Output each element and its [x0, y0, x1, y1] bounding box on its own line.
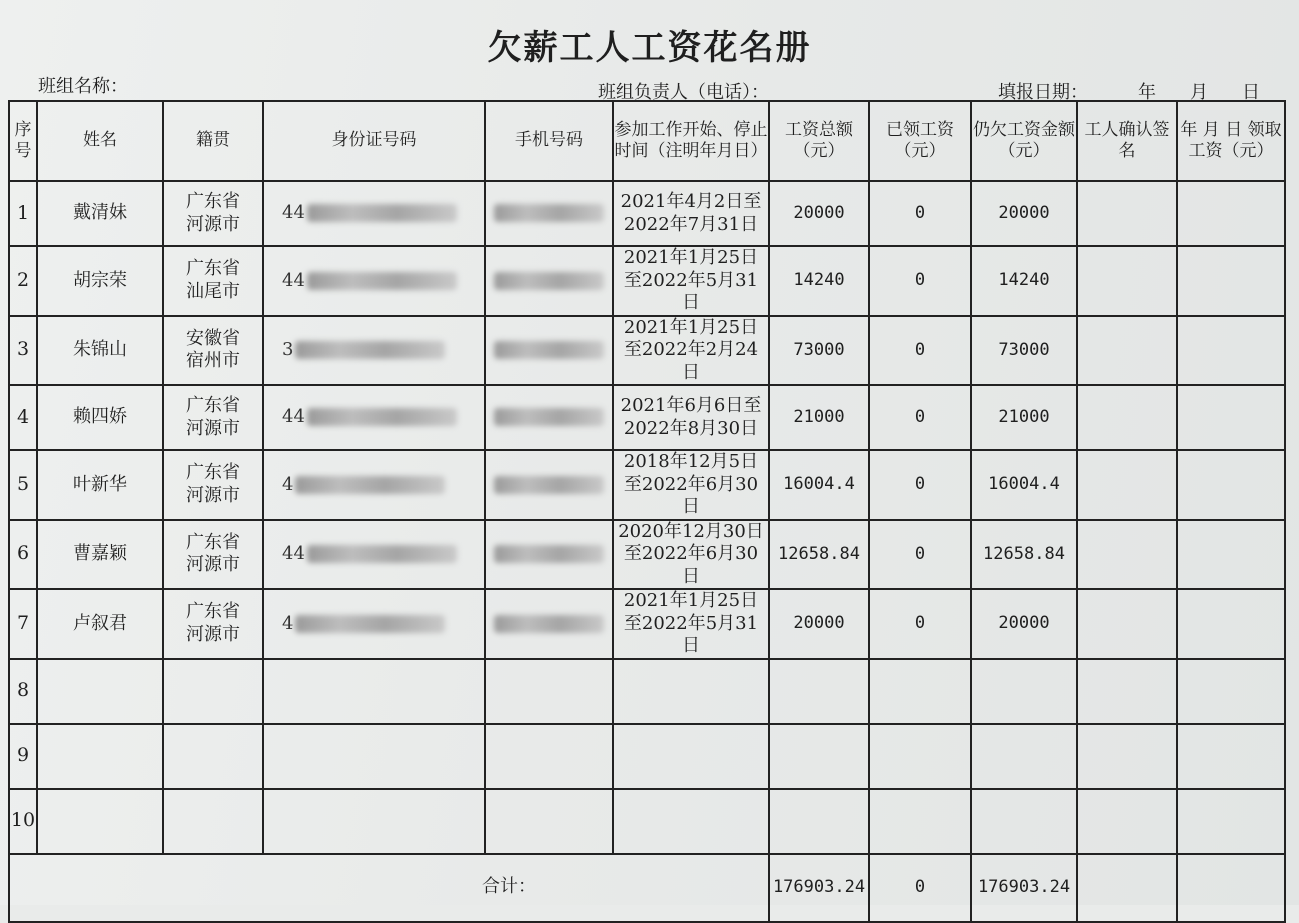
row-total — [769, 724, 869, 789]
col-origin: 籍贯 — [163, 101, 263, 181]
table-row — [9, 789, 1285, 854]
row-period: 2018年12月5日至2022年6月30日 — [613, 450, 769, 520]
row-id-number — [263, 659, 485, 724]
page-title: 欠薪工人工资花名册 — [487, 28, 812, 68]
row-origin — [163, 724, 263, 789]
fill-date-label: 填报日期： — [998, 82, 1088, 103]
row-receive-date — [1177, 659, 1285, 724]
table-row — [9, 246, 1285, 316]
row-received: 0 — [869, 246, 971, 316]
row-id-number — [263, 520, 485, 590]
redaction-blur — [494, 204, 604, 222]
row-received: 0 — [869, 450, 971, 520]
row-received: 0 — [869, 385, 971, 450]
redaction-blur — [494, 545, 604, 563]
row-total: 73000 — [769, 316, 869, 386]
row-phone — [485, 181, 613, 246]
row-total — [769, 789, 869, 854]
col-total: 工资总额（元） — [769, 101, 869, 181]
row-seq: 3 — [9, 316, 37, 386]
row-period — [613, 659, 769, 724]
row-name — [37, 659, 163, 724]
row-sign — [1077, 724, 1177, 789]
row-received: 0 — [869, 520, 971, 590]
row-total: 16004.4 — [769, 450, 869, 520]
row-seq: 8 — [9, 659, 37, 724]
totals-total: 176903.24 — [769, 854, 869, 922]
redaction-blur — [494, 476, 604, 494]
row-id-prefix: 44 — [282, 543, 305, 564]
totals-received: 0 — [869, 854, 971, 922]
table-row — [9, 589, 1285, 659]
row-origin — [163, 789, 263, 854]
row-phone — [485, 724, 613, 789]
redaction-blur — [494, 272, 604, 290]
row-sign — [1077, 385, 1177, 450]
row-phone — [485, 789, 613, 854]
row-received: 0 — [869, 181, 971, 246]
row-total: 12658.84 — [769, 520, 869, 590]
row-origin: 广东省河源市 — [163, 520, 263, 590]
row-name: 卢叙君 — [37, 589, 163, 659]
row-origin: 广东省河源市 — [163, 181, 263, 246]
year-label: 年 — [1138, 82, 1156, 103]
row-seq: 2 — [9, 246, 37, 316]
totals-label: 合计： — [9, 854, 769, 922]
row-id-number — [263, 724, 485, 789]
wage-table — [8, 100, 1286, 923]
row-owed: 20000 — [971, 589, 1077, 659]
row-sign — [1077, 316, 1177, 386]
col-owed: 仍欠工资金额（元） — [971, 101, 1077, 181]
row-received: 0 — [869, 316, 971, 386]
row-period — [613, 724, 769, 789]
row-seq: 6 — [9, 520, 37, 590]
row-seq: 5 — [9, 450, 37, 520]
row-period: 2021年1月25日至2022年2月24日 — [613, 316, 769, 386]
col-id: 身份证号码 — [263, 101, 485, 181]
col-sign: 工人确认签名 — [1077, 101, 1177, 181]
redaction-blur — [494, 341, 604, 359]
table-row — [9, 659, 1285, 724]
row-name — [37, 789, 163, 854]
row-total — [769, 659, 869, 724]
table-row — [9, 724, 1285, 789]
row-receive-date — [1177, 181, 1285, 246]
totals-sign — [1077, 854, 1177, 922]
row-period: 2021年6月6日至2022年8月30日 — [613, 385, 769, 450]
col-phone: 手机号码 — [485, 101, 613, 181]
row-receive-date — [1177, 450, 1285, 520]
totals-receive-date — [1177, 854, 1285, 922]
redaction-blur — [494, 615, 604, 633]
row-origin: 广东省河源市 — [163, 589, 263, 659]
row-id-number — [263, 385, 485, 450]
row-id-number — [263, 181, 485, 246]
row-received — [869, 659, 971, 724]
row-origin: 安徽省宿州市 — [163, 316, 263, 386]
row-owed: 73000 — [971, 316, 1077, 386]
col-receive-date: 年 月 日 领取工资（元） — [1177, 101, 1285, 181]
row-seq: 9 — [9, 724, 37, 789]
row-total: 14240 — [769, 246, 869, 316]
row-phone — [485, 385, 613, 450]
row-phone — [485, 316, 613, 386]
row-id-number — [263, 246, 485, 316]
row-name — [37, 724, 163, 789]
row-receive-date — [1177, 316, 1285, 386]
redaction-blur — [307, 204, 457, 222]
row-id-prefix: 44 — [282, 202, 305, 224]
table-row — [9, 385, 1285, 450]
row-seq: 4 — [9, 385, 37, 450]
row-name: 叶新华 — [37, 450, 163, 520]
row-sign — [1077, 520, 1177, 590]
row-phone — [485, 589, 613, 659]
col-received: 已领工资（元） — [869, 101, 971, 181]
row-name: 赖四娇 — [37, 385, 163, 450]
totals-owed: 176903.24 — [971, 854, 1077, 922]
redaction-blur — [295, 341, 445, 359]
col-period: 参加工作开始、停止时间（注明年月日） — [613, 101, 769, 181]
row-name: 曹嘉颖 — [37, 520, 163, 590]
table-row — [9, 520, 1285, 590]
row-seq: 10 — [9, 789, 37, 854]
row-id-number — [263, 589, 485, 659]
row-id-prefix: 4 — [282, 612, 294, 634]
row-phone — [485, 246, 613, 316]
row-id-prefix: 44 — [282, 406, 305, 428]
row-period — [613, 789, 769, 854]
row-origin: 广东省河源市 — [163, 450, 263, 520]
row-seq: 7 — [9, 589, 37, 659]
row-phone — [485, 520, 613, 590]
row-receive-date — [1177, 589, 1285, 659]
row-id-number — [263, 789, 485, 854]
row-origin: 广东省河源市 — [163, 385, 263, 450]
row-id-number — [263, 316, 485, 386]
row-period: 2021年1月25日至2022年5月31日 — [613, 589, 769, 659]
row-receive-date — [1177, 246, 1285, 316]
row-seq: 1 — [9, 181, 37, 246]
row-origin: 广东省汕尾市 — [163, 246, 263, 316]
redaction-blur — [295, 615, 445, 633]
col-seq: 序号 — [9, 101, 37, 181]
row-phone — [485, 450, 613, 520]
team-leader-label: 班组负责人（电话）： — [598, 82, 769, 103]
row-id-prefix: 4 — [282, 473, 294, 495]
row-sign — [1077, 659, 1177, 724]
row-period: 2021年4月2日至2022年7月31日 — [613, 181, 769, 246]
row-owed — [971, 789, 1077, 854]
row-total: 21000 — [769, 385, 869, 450]
redaction-blur — [494, 408, 604, 426]
row-sign — [1077, 246, 1177, 316]
row-receive-date — [1177, 385, 1285, 450]
redaction-blur — [295, 476, 445, 494]
row-owed: 14240 — [971, 246, 1077, 316]
row-total: 20000 — [769, 589, 869, 659]
row-received — [869, 724, 971, 789]
col-name: 姓名 — [37, 101, 163, 181]
row-period: 2021年1月25日至2022年5月31日 — [613, 246, 769, 316]
row-total: 20000 — [769, 181, 869, 246]
row-owed — [971, 724, 1077, 789]
row-sign — [1077, 450, 1177, 520]
row-phone — [485, 659, 613, 724]
row-owed: 12658.84 — [971, 520, 1077, 590]
redaction-blur — [307, 408, 457, 426]
totals-row — [9, 854, 1285, 922]
table-row — [9, 181, 1285, 246]
redaction-blur — [307, 545, 457, 563]
row-receive-date — [1177, 724, 1285, 789]
row-name: 朱锦山 — [37, 316, 163, 386]
row-id-prefix: 44 — [282, 269, 305, 291]
row-receive-date — [1177, 789, 1285, 854]
table-row — [9, 450, 1285, 520]
table-header-row — [9, 101, 1285, 181]
row-owed: 16004.4 — [971, 450, 1077, 520]
row-sign — [1077, 789, 1177, 854]
row-id-prefix: 3 — [282, 339, 294, 360]
row-received: 0 — [869, 589, 971, 659]
row-name: 戴清妹 — [37, 181, 163, 246]
row-received — [869, 789, 971, 854]
redaction-blur — [307, 272, 457, 290]
table-row — [9, 316, 1285, 386]
row-period: 2020年12月30日至2022年6月30日 — [613, 520, 769, 590]
row-id-number — [263, 450, 485, 520]
month-label: 月 — [1190, 82, 1208, 103]
team-name-label: 班组名称： — [38, 76, 128, 97]
row-sign — [1077, 181, 1177, 246]
row-receive-date — [1177, 520, 1285, 590]
row-sign — [1077, 589, 1177, 659]
row-owed: 21000 — [971, 385, 1077, 450]
row-name: 胡宗荣 — [37, 246, 163, 316]
row-origin — [163, 659, 263, 724]
row-owed: 20000 — [971, 181, 1077, 246]
row-owed — [971, 659, 1077, 724]
day-label: 日 — [1242, 82, 1260, 103]
